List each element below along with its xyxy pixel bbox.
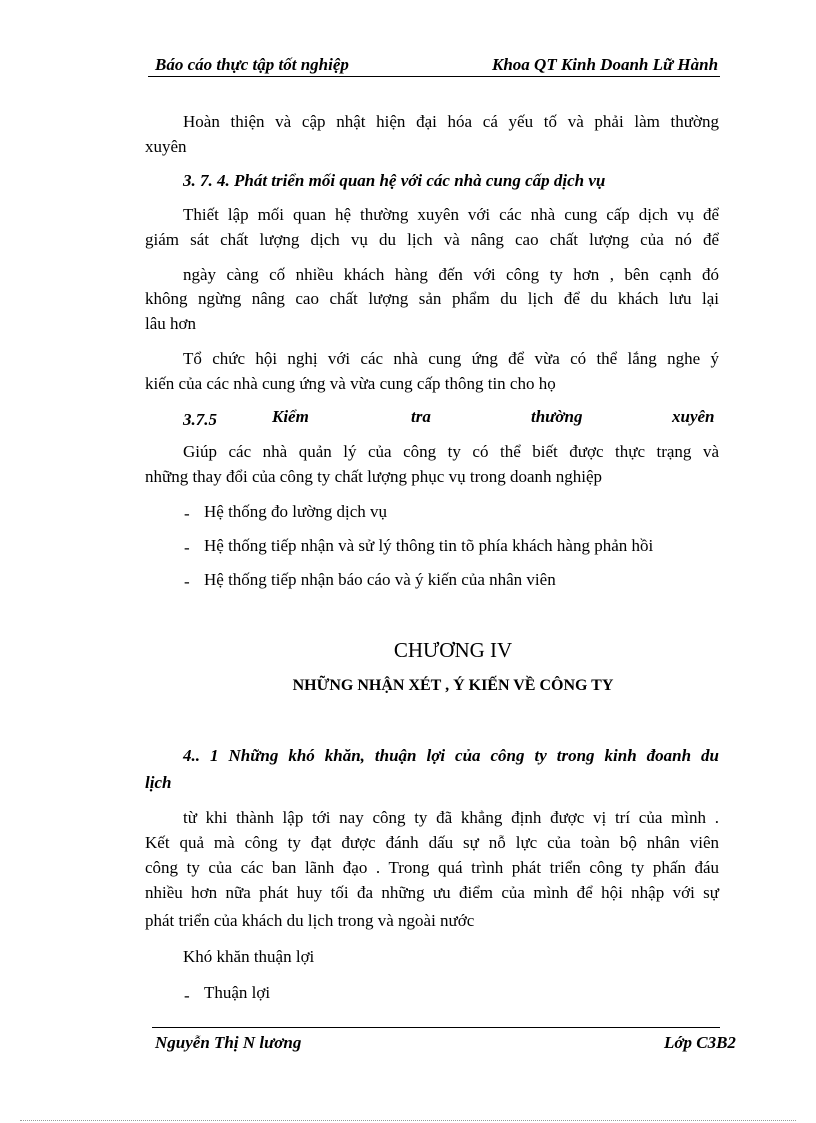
footer-rule	[152, 1027, 720, 1028]
paragraph-line: Khó khăn thuận lợi	[183, 947, 315, 966]
bullet-mark: -	[184, 572, 190, 591]
header-right: Khoa QT Kinh Doanh Lữ Hành	[492, 55, 719, 74]
section-heading-4-1: 4.. 1 Những khó khăn, thuận lợi của công ty trong kinh đoanh du	[183, 746, 719, 765]
list-item: Thuận lợi	[204, 983, 271, 1002]
header-rule	[148, 76, 720, 77]
bullet-mark: -	[184, 538, 190, 557]
footer-right: Lớp C3B2	[664, 1033, 736, 1052]
paragraph-line: công ty của các ban lãnh đạo . Trong quá trình phát triển công ty phấn đáu	[145, 858, 719, 877]
paragraph-line: không ngừng nâng cao chất lượng sản phẩm du lịch để du khách lưu lại	[145, 289, 719, 308]
paragraph-line: Tổ chức hội nghị với các nhà cung ứng để vừa có thể lắng nghe ý	[183, 349, 719, 368]
chapter-title: CHƯƠNG IV	[393, 638, 513, 662]
section-heading-4-1-cont: lịch	[145, 773, 172, 792]
paragraph-line: Giúp các nhà quản lý của công ty có thể biết được thực trạng và	[183, 442, 719, 461]
paragraph-line: kiến của các nhà cung ứng và vừa cung cấp thông tin cho họ	[145, 374, 556, 393]
chapter-subtitle: NHỮNG NHẬN XÉT , Ý KIẾN VỀ CÔNG TY	[292, 677, 614, 694]
paragraph-line: Hoàn thiện và cập nhật hiện đại hóa cá yếu tố và phải làm thường	[183, 112, 719, 131]
section-heading-word: xuyên	[672, 407, 715, 426]
page-edge-divider	[20, 1120, 796, 1121]
footer-left: Nguyễn Thị N lương	[155, 1033, 302, 1052]
paragraph-line: xuyên	[145, 137, 187, 156]
section-heading-3-7-4: 3. 7. 4. Phát triển mối quan hệ với các nhà cung cấp dịch vụ	[183, 171, 606, 190]
section-heading-word: thường	[531, 407, 583, 426]
paragraph-line: Thiết lập mối quan hệ thường xuyên với các nhà cung cấp dịch vụ để	[183, 205, 719, 224]
paragraph-line: lâu hơn	[145, 314, 197, 333]
bullet-mark: -	[184, 504, 190, 523]
paragraph-line: giám sát chất lượng dịch vụ du lịch và nâng cao chất lượng của nó để	[145, 230, 719, 249]
section-number-3-7-5: 3.7.5	[183, 410, 217, 429]
list-item: Hệ thống tiếp nhận báo cáo và ý kiến của nhân viên	[204, 570, 556, 589]
paragraph-line: phát triển của khách du lịch trong và ngoài nước	[145, 911, 475, 930]
list-item: Hệ thống đo lường dịch vụ	[204, 502, 387, 521]
paragraph-line: Kết quả mà công ty đạt được đánh dấu sự nỗ lực của toàn bộ nhân viên	[145, 833, 719, 852]
bullet-mark: -	[184, 986, 190, 1005]
section-heading-word: tra	[411, 407, 431, 426]
section-heading-word: Kiểm	[272, 407, 309, 426]
header-left: Báo cáo thực tập tốt nghiệp	[155, 55, 349, 74]
list-item: Hệ thống tiếp nhận và sử lý thông tin tõ phía khách hàng phản hồi	[204, 536, 654, 555]
paragraph-line: những thay đổi của công ty chất lượng phục vụ trong doanh nghiệp	[145, 467, 603, 486]
paragraph-line: ngày càng cố nhiều khách hàng đến với công ty hơn , bên cạnh đó	[183, 265, 719, 284]
paragraph-line: nhiều hơn nữa phát huy tối đa những ưu điểm của mình để hội nhập với sự	[145, 883, 719, 902]
paragraph-line: từ khi thành lập tới nay công ty đã khẳng định được vị trí của mình .	[183, 808, 719, 827]
